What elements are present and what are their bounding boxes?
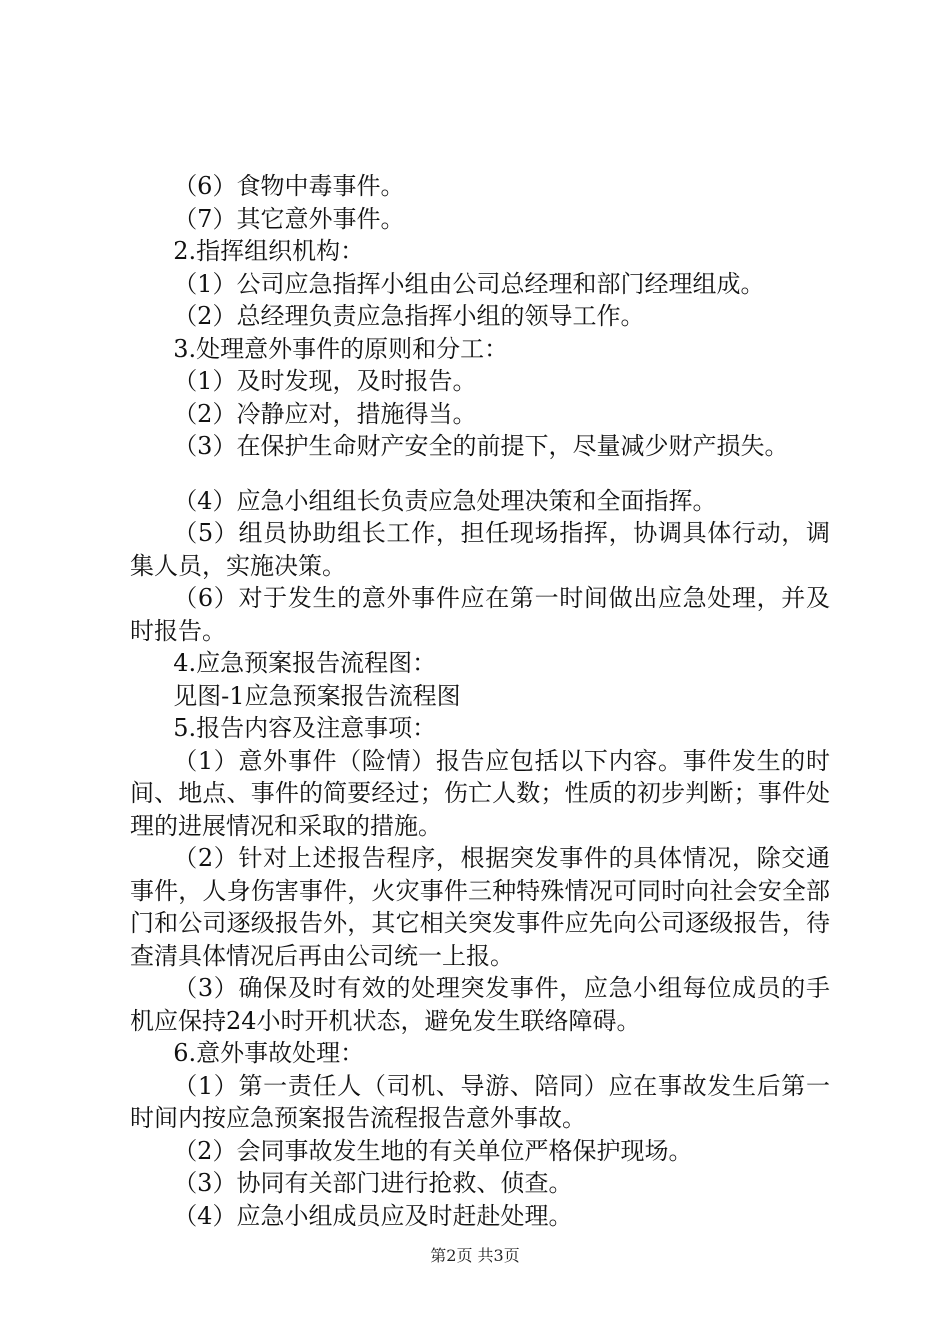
paragraph: 6.意外事故处理： [173, 1039, 365, 1067]
paragraph: （4）应急小组成员应及时赶赴处理。 [173, 1201, 573, 1230]
paragraph: 2.指挥组织机构： [173, 237, 365, 265]
paragraph: （1）公司应急指挥小组由公司总经理和部门经理组成。 [173, 269, 765, 298]
paragraph: （2）总经理负责应急指挥小组的领导工作。 [173, 302, 645, 330]
paragraph: 3.处理意外事件的原则和分工： [173, 334, 509, 363]
paragraph: （5）组员协助组长工作，担任现场指挥，协调具体行动，调集人员，实施决策。 [130, 519, 830, 580]
paragraph: （7）其它意外事件。 [173, 204, 405, 233]
paragraph: （1）及时发现，及时报告。 [173, 367, 477, 395]
paragraph: （3）协同有关部门进行抢救、侦查。 [173, 1169, 573, 1197]
paragraph: （6）对于发生的意外事件应在第一时间做出应急处理，并及时报告。 [130, 584, 830, 645]
paragraph: 见图-1应急预案报告流程图 [173, 681, 461, 710]
paragraph: 5.报告内容及注意事项： [173, 714, 437, 742]
paragraph: （4）应急小组组长负责应急处理决策和全面指挥。 [173, 486, 717, 515]
paragraph: （3）在保护生命财产安全的前提下，尽量减少财产损失。 [173, 432, 789, 460]
paragraph: 4.应急预案报告流程图： [173, 649, 437, 677]
paragraph: （2）针对上述报告程序，根据突发事件的具体情况，除交通事件，人身伤害事件，火灾事件三种特殊情况可同时向社会安全部门和公司逐级报告外，其它相关突发事件应先向公司逐级报告，待查清具体情况后再由公司统一上报。 [130, 844, 830, 970]
document-body [130, 170, 830, 1232]
paragraph: （3）确保及时有效的处理突发事件，应急小组每位成员的手机应保持24小时开机状态，避免发生联络障碍。 [130, 974, 830, 1035]
paragraph: （2）冷静应对，措施得当。 [173, 399, 477, 428]
page-footer: 第2页 共3页 [430, 1246, 520, 1265]
paragraph: （1）第一责任人（司机、导游、陪同）应在事故发生后第一时间内按应急预案报告流程报告意外事故。 [130, 1071, 830, 1132]
paragraph-gap [130, 463, 830, 485]
paragraph: （1）意外事件（险情）报告应包括以下内容。事件发生的时间、地点、事件的简要经过；伤亡人数；性质的初步判断；事件处理的进展情况和采取的措施。 [130, 746, 830, 840]
paragraph: （6）食物中毒事件。 [173, 172, 405, 200]
paragraph: （2）会同事故发生地的有关单位严格保护现场。 [173, 1136, 693, 1165]
